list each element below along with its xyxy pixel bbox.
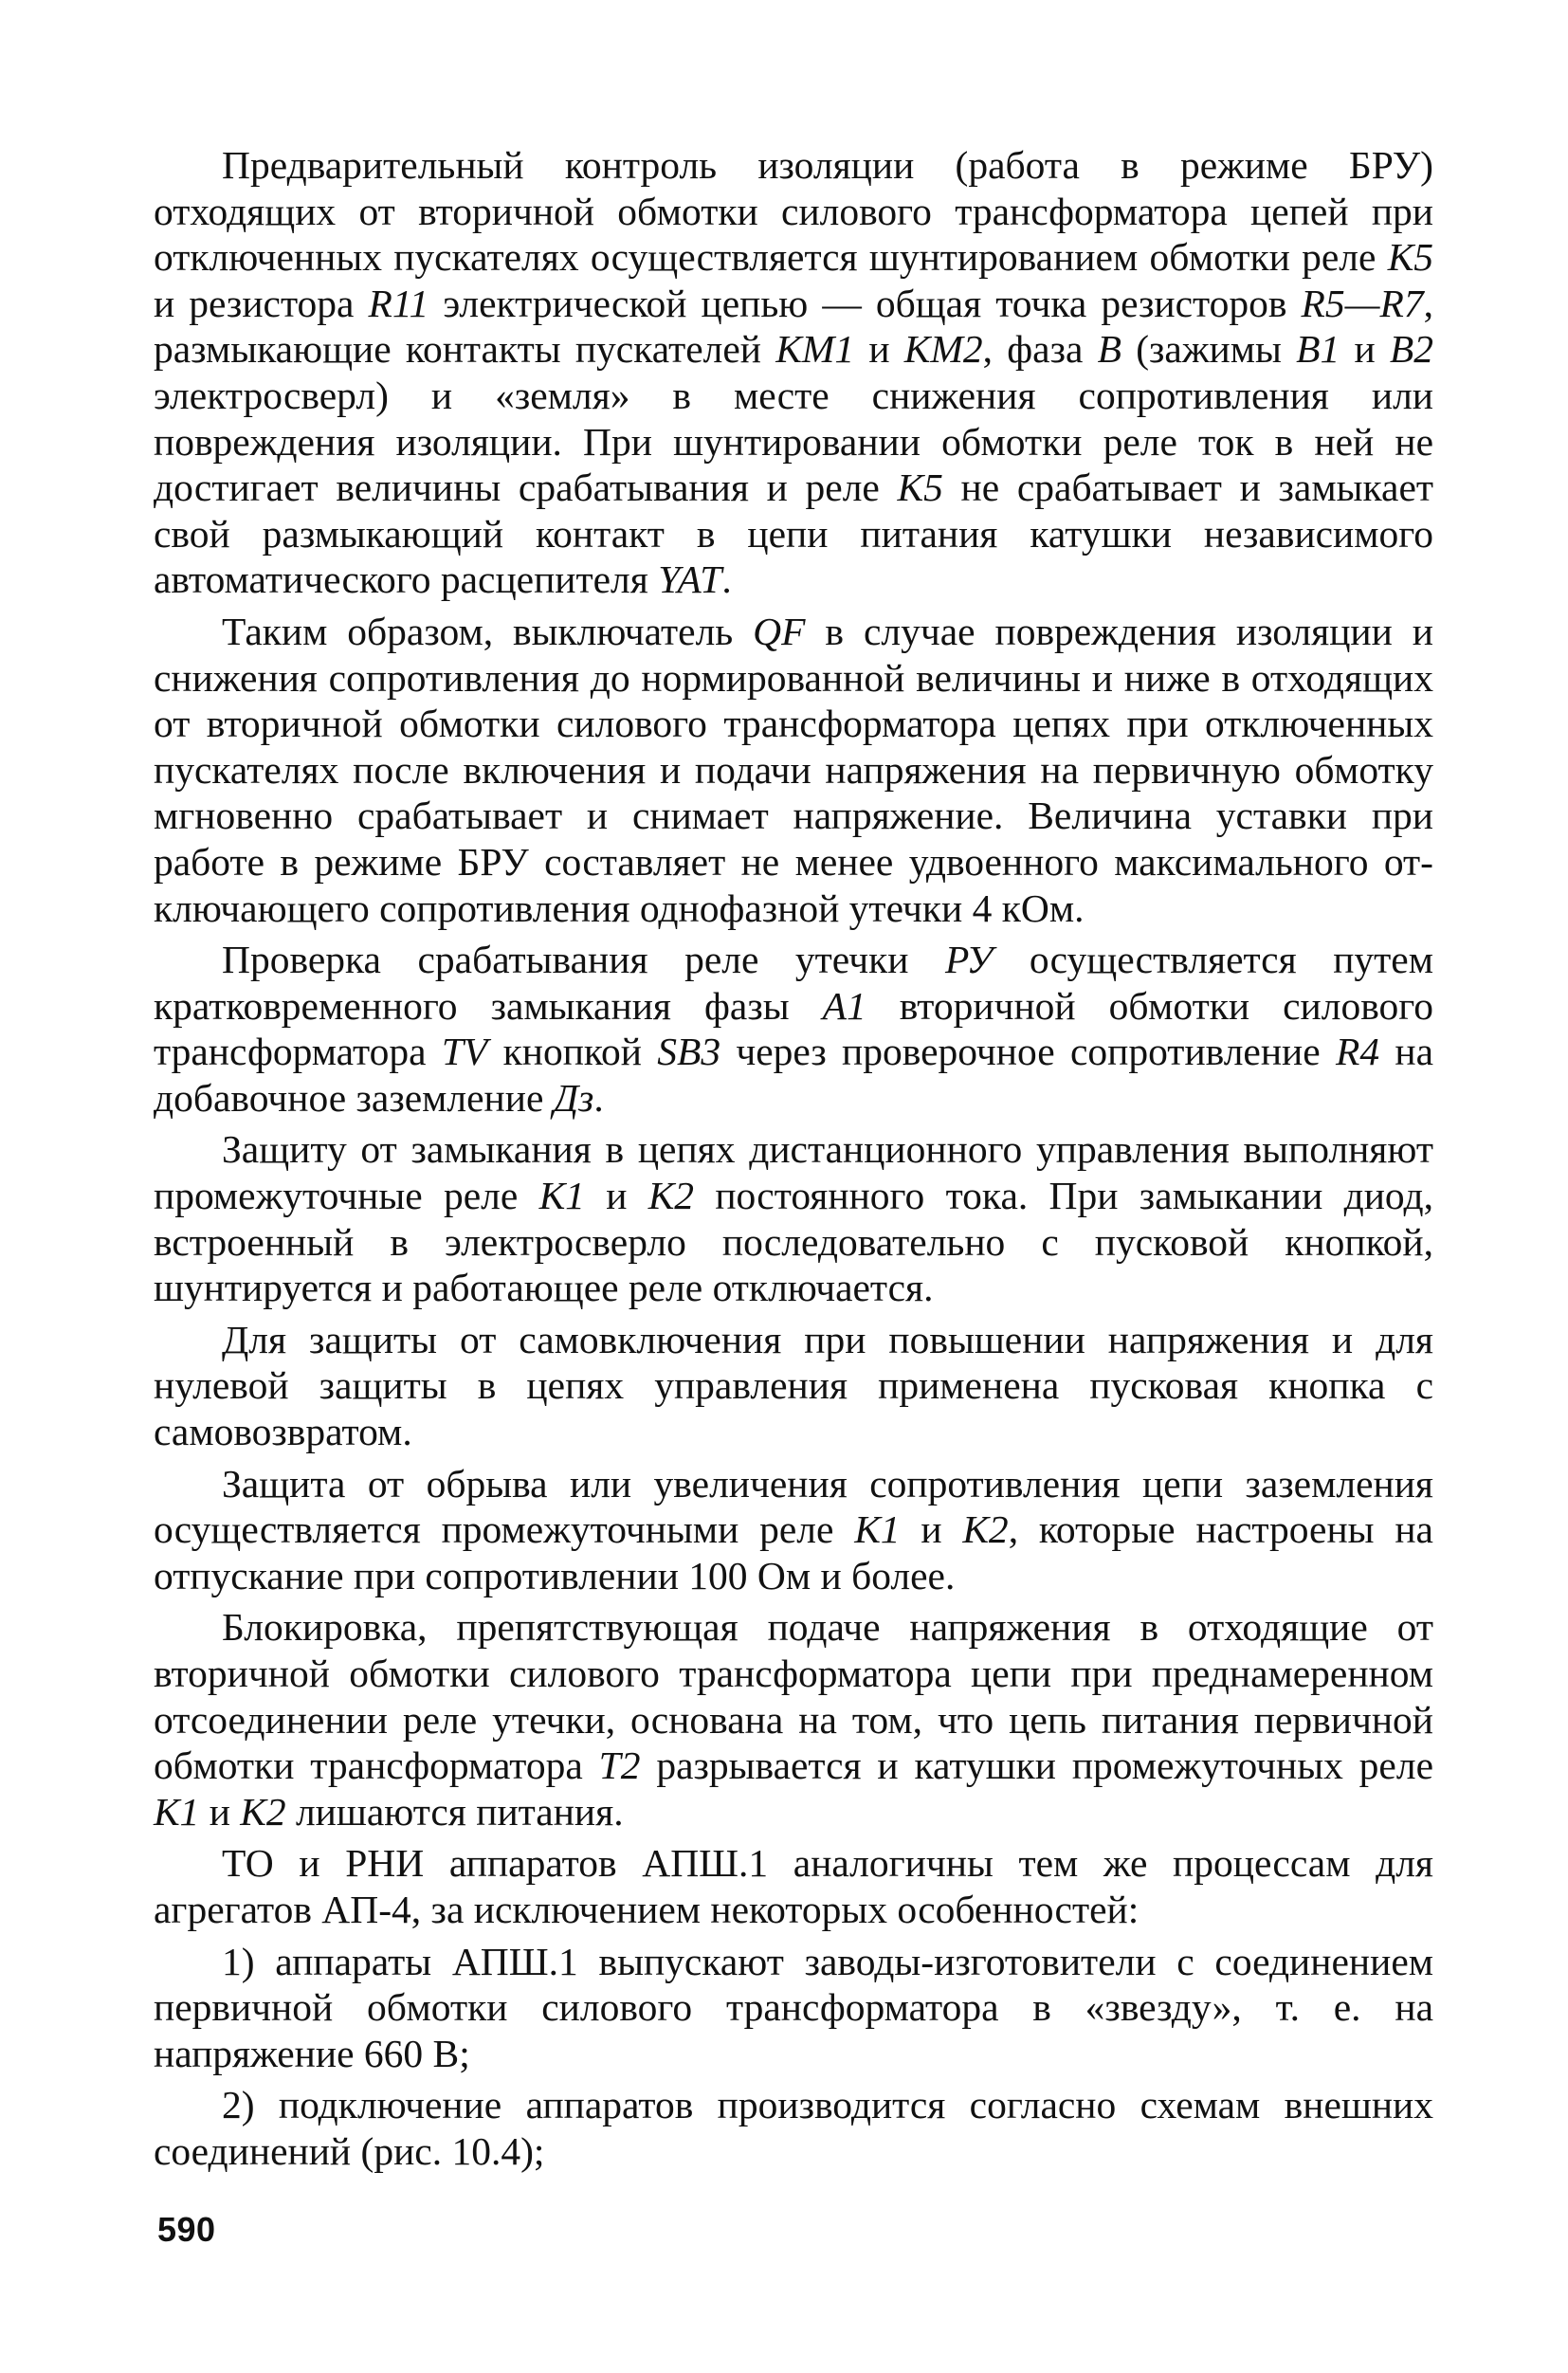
italic-symbol: YAT	[658, 557, 722, 602]
text-run: в случае повреждения изоляции и снижения сопротивления до нормированной величины и ниже в отходящих от вторичной обмотки силового трансформатора цепях при отключенных пускателях после включения и подачи напряжения на первичную обмотку мгновенно срабатывает и снимает напряжение. Величина уставки при работе в режиме БРУ составляет не менее удвоенного максимального отключающего сопротивления однофазной утечки 4 кОм.	[154, 609, 1433, 930]
paragraph	[154, 2082, 1433, 2174]
text-run: и	[900, 1507, 963, 1552]
italic-symbol: К2	[240, 1789, 286, 1834]
text-run: осуществляется путем кратковременного замыкания фазы	[154, 938, 1433, 1028]
paragraph	[154, 1840, 1433, 1932]
paragraph	[154, 609, 1433, 931]
text-run: и	[584, 1174, 648, 1218]
text-run: электросверл) и «земля» в месте снижения сопротивления или повреждения изоляции. При шунтировании обмотки реле ток в ней не достигает величины срабатывания и реле	[154, 373, 1433, 510]
text-run: 2) подключение аппаратов производится согласно схемам внешних соединений (рис. 10.4);	[154, 2083, 1433, 2173]
text-run: и резистора	[154, 281, 369, 325]
text-run: и	[1340, 327, 1390, 372]
text-run: .	[593, 1075, 604, 1120]
text-run: не срабатывает и замыкает свой размыкающий контакт в цепи питания катушки независимого автоматического расцепителя	[154, 465, 1433, 602]
text-run: постоянного тока. При замыкании диод, встроенный в электросверло последовательно с пусковой кнопкой, шунтируется и работающее реле отключается.	[154, 1174, 1433, 1310]
paragraph	[154, 1604, 1433, 1835]
paragraph	[154, 937, 1433, 1121]
italic-symbol: К1	[854, 1507, 901, 1552]
italic-symbol: А1	[822, 983, 866, 1028]
text-run: .	[721, 557, 732, 602]
italic-symbol: К2	[647, 1174, 695, 1218]
italic-symbol: SB3	[657, 1030, 721, 1074]
italic-symbol: R5—R7	[1301, 281, 1424, 325]
page-number: 590	[157, 2210, 216, 2249]
text-run: лишаются питания.	[285, 1789, 624, 1834]
italic-symbol: TV	[441, 1030, 488, 1074]
text-run: Предварительный контроль изоляции (работа в режиме БРУ) отходящих от вторичной обмотки силового трансформатора цепей при отключенных пускателях осуществляется шунтированием обмотки реле	[154, 143, 1433, 280]
text-run: кнопкой	[487, 1030, 658, 1074]
text-run: Проверка срабатывания реле утечки	[222, 938, 945, 982]
italic-symbol: КМ2	[903, 327, 983, 372]
italic-symbol: К1	[154, 1789, 200, 1834]
text-run: Для защиты от самовключения при повышении напряжения и для нулевой защиты в цепях управления применена пусковая кнопка с самовозвратом.	[154, 1317, 1433, 1454]
text-run: вторичной обмотки силового трансформатора	[154, 983, 1433, 1074]
text-run: разрывается и катушки промежуточных реле	[640, 1743, 1433, 1788]
text-run: 1) аппараты АПШ.1 выпускают заводы-изготовители с соединением первичной обмотки силового трансформатора в «звезду», т. е. на напряжение 660 В;	[154, 1939, 1433, 2075]
text-run: , размыкающие контакты пускателей	[154, 281, 1433, 372]
text-run: через проверочное сопротивление	[720, 1030, 1336, 1074]
text-run: Блокировка, препятствующая подаче напряжения в отходящие от вторичной обмотки силового трансформатора цепи при преднамеренном отсоединении реле утечки, основана на том, что цепь питания первичной обмотки трансформатора	[154, 1605, 1433, 1788]
italic-symbol: R11	[368, 281, 429, 325]
text-run: ТО и РНИ аппаратов АПШ.1 аналогичны тем же процессам для агрегатов АП-4, за исключением некоторых особенностей:	[154, 1841, 1433, 1931]
text-run: , фаза	[982, 327, 1098, 372]
paragraph	[154, 1317, 1433, 1455]
paragraph	[154, 1126, 1433, 1310]
italic-symbol: В2	[1389, 327, 1433, 372]
italic-symbol: В1	[1296, 327, 1340, 372]
italic-symbol: К5	[1387, 235, 1433, 280]
text-run: (зажимы	[1121, 327, 1297, 372]
italic-symbol: QF	[753, 609, 806, 653]
italic-symbol: Дз	[553, 1075, 594, 1120]
paragraph	[154, 142, 1433, 603]
italic-symbol: К2	[962, 1507, 1009, 1552]
italic-symbol: К1	[538, 1174, 585, 1218]
italic-symbol: РУ	[944, 938, 994, 982]
text-run: и	[854, 327, 904, 372]
text-run: , которые настроены на отпускание при сопротивлении 100 Ом и более.	[154, 1507, 1433, 1597]
text-run: Таким образом, выключатель	[222, 609, 754, 653]
text-run: на добавочное заземление	[154, 1030, 1433, 1120]
text-run: и	[199, 1789, 241, 1834]
italic-symbol: В	[1097, 327, 1121, 372]
paragraph	[154, 1461, 1433, 1599]
italic-symbol: Т2	[598, 1743, 641, 1788]
italic-symbol: КМ1	[775, 327, 855, 372]
text-run: Защита от обрыва или увеличения сопротивления цепи заземления осуществляется промежуточными реле	[154, 1461, 1433, 1552]
text-run: электрической цепью — общая точка резисторов	[428, 281, 1302, 325]
text-run: Защиту от замыкания в цепях дистанционного управления выполняют промежуточные реле	[154, 1127, 1433, 1218]
italic-symbol: R4	[1335, 1030, 1380, 1074]
paragraph	[154, 1939, 1433, 2077]
italic-symbol: К5	[897, 465, 943, 510]
page-body	[154, 142, 1433, 2181]
